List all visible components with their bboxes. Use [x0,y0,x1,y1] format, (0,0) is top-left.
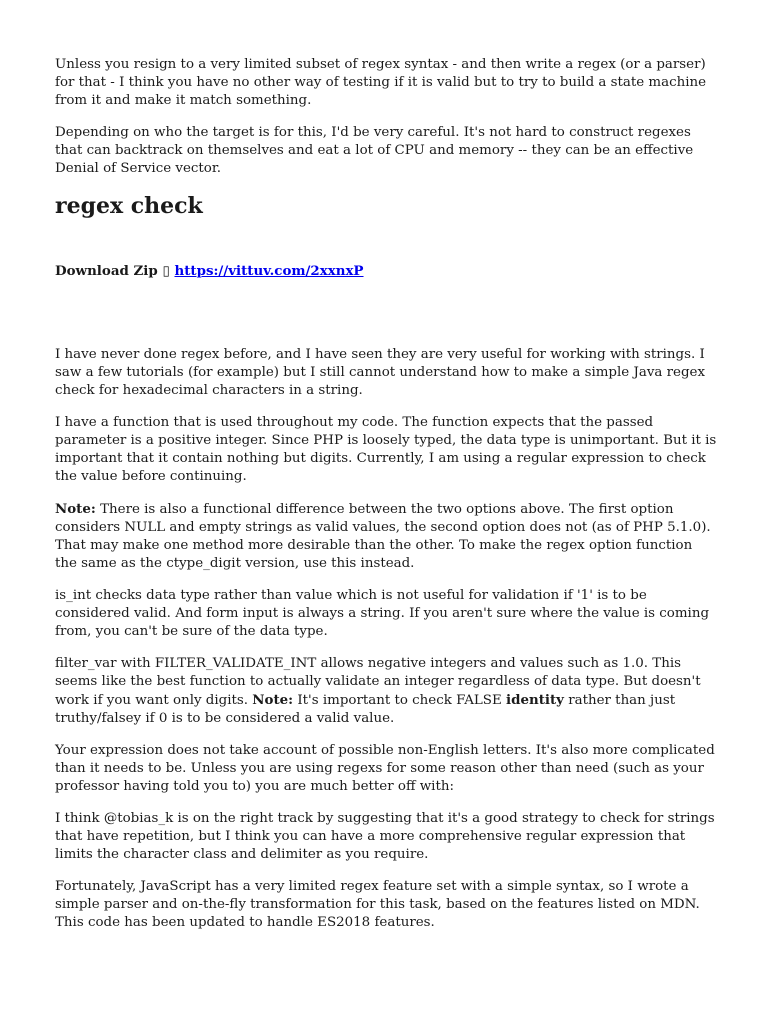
paragraph-end-3: Fortunately, JavaScript has a very limited regex feature set with a simple syntax, so I wrote a simple parser and on-the-fly transformation for this task, based on the features listed on MDN. This code has been updated to handle ES2018 features. [55,879,700,930]
paragraph-filter-var [55,655,717,728]
download-glyph-icon: ▯ [162,264,170,279]
paragraph-note [55,500,717,573]
filter-part-1: filter_var with FILTER_VALIDATE_INT allows negative integers and values such as 1.0. This seems like the best function to actually validate an integer regardless of data type. But doesn't work if you want only digits. [55,656,701,708]
paragraph-intro-2: Depending on who the target is for this, I'd be very careful. It's not hard to construct regexes that can backtrack on themselves and eat a lot of CPU and memory -- they can be an effective Denial of Service vector. [55,125,694,176]
document-page [55,56,717,946]
download-label: Download Zip [55,263,158,279]
filter-part-3: rather than just truthy/falsey if 0 is to be considered a valid value. [55,693,676,726]
paragraph-body-1: I have never done regex before, and I have seen they are very useful for working with strings. I saw a few tutorials (for example) but I still cannot understand how to make a simple Java regex check for hexadecimal characters in a string. [55,347,705,398]
paragraph-end-1: Your expression does not take account of possible non-English letters. It's also more complicated than it needs to be. Unless you are using regexs for some reason other than need (such as your professor having told you to) you are much better off with: [55,743,715,794]
filter-part-2: It's important to check FALSE [293,693,506,708]
filter-note-label: Note: [252,692,294,708]
note-text: There is also a functional difference between the two options above. The first option considers NULL and empty strings as valid values, the second option does not (as of PHP 5.1.0). That may make one method more desirable than the other. To make the regex option function the same as the ctype_digit version, use this instead. [55,502,711,571]
note-label: Note: [55,501,96,517]
download-line [55,262,717,281]
paragraph-intro-1: Unless you resign to a very limited subset of regex syntax - and then write a regex (or a parser) for that - I think you have no other way of testing if it is valid but to try to build a state machine from it and make it match something. [55,57,707,108]
section-heading: regex check [55,193,203,219]
paragraph-body-2: I have a function that is used throughout my code. The function expects that the passed parameter is a positive integer. Since PHP is loosely typed, the data type is unimportant. But it is important that it contain nothing but digits. Currently, I am using a regular expression to check the value before continuing. [55,415,717,484]
download-link[interactable]: https://vittuv.com/2xxnxP [174,263,364,279]
paragraph-end-2: I think @tobias_k is on the right track by suggesting that it's a good strategy to check for strings that have repetition, but I think you can have a more comprehensive regular expression that limits the character class and delimiter as you require. [55,811,715,862]
filter-bold-word: identity [506,692,564,708]
paragraph-is-int: is_int checks data type rather than value which is not useful for validation if '1' is to be considered valid. And form input is always a string. If you aren't sure where the value is coming from, you can't be sure of the data type. [55,588,710,639]
